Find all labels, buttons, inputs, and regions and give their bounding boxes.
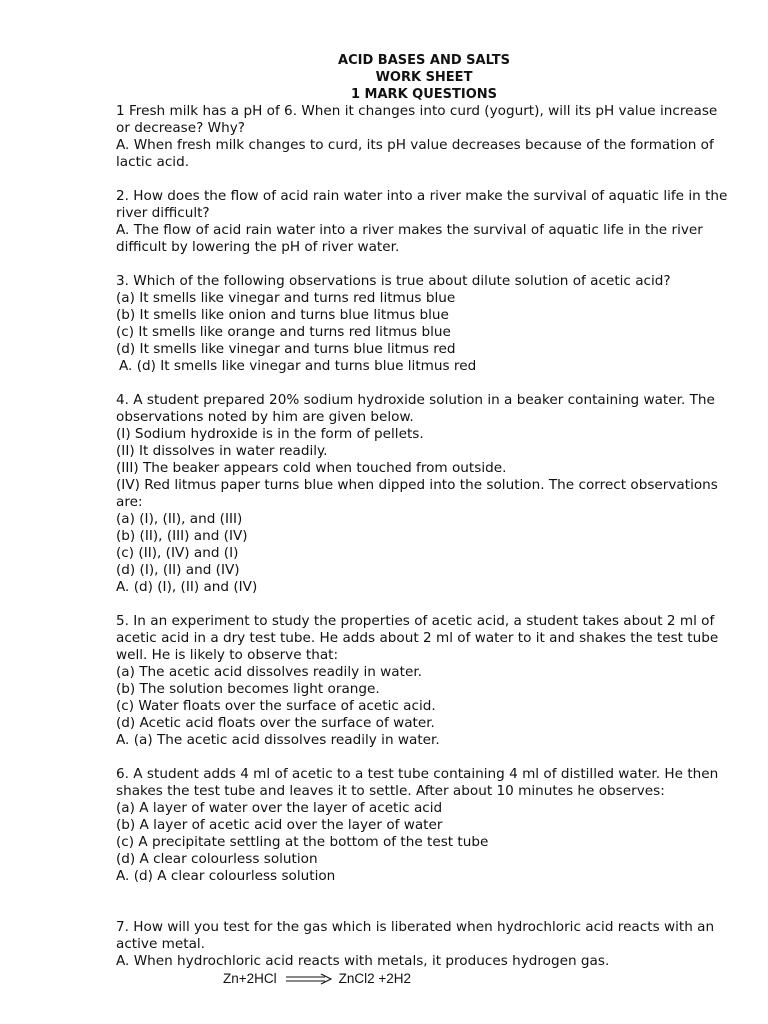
option-a: (a) The acetic acid dissolves readily in water. [116, 664, 422, 680]
answer-text: A. When fresh milk changes to curd, its pH value decreases because of the formation of lactic acid. [116, 137, 714, 170]
worksheet-page [116, 52, 732, 987]
worksheet-subtitle: WORK SHEET [375, 70, 473, 85]
answer-text: A. (a) The acetic acid dissolves readily in water. [116, 732, 440, 748]
statement-2: (II) It dissolves in water readily. [116, 443, 328, 459]
worksheet-title: ACID BASES AND SALTS [338, 53, 510, 68]
question-7 [116, 919, 732, 987]
option-d: (d) Acetic acid floats over the surface of water. [116, 715, 435, 731]
option-d: (d) A clear colourless solution [116, 851, 318, 867]
statement-1: (I) Sodium hydroxide is in the form of pellets. [116, 426, 424, 442]
worksheet-section-title: 1 MARK QUESTIONS [350, 87, 498, 102]
answer-text: A. (d) (I), (II) and (IV) [116, 579, 258, 595]
option-d: (d) It smells like vinegar and turns blue litmus red [116, 341, 456, 357]
question-text: 5. In an experiment to study the properties of acetic acid, a student takes about 2 ml of acetic acid in a dry test tube. He adds about 2 ml of water to it and shakes the test tube well. He is likely to observe that: [116, 613, 719, 663]
option-a: (a) (I), (II), and (III) [116, 511, 243, 527]
question-text: 4. A student prepared 20% sodium hydroxide solution in a beaker containing water. The observations noted by him are given below. [116, 392, 715, 425]
option-b: (b) It smells like onion and turns blue litmus blue [116, 307, 449, 323]
option-c: (c) It smells like orange and turns red litmus blue [116, 324, 451, 340]
option-c: (c) Water floats over the surface of acetic acid. [116, 698, 436, 714]
question-text: 6. A student adds 4 ml of acetic to a test tube containing 4 ml of distilled water. He then shakes the test tube and leaves it to settle. After about 10 minutes he observes: [116, 766, 719, 799]
reaction-arrow-icon [285, 973, 333, 985]
question-3 [116, 273, 732, 375]
option-c: (c) A precipitate settling at the bottom of the test tube [116, 834, 489, 850]
option-c: (c) (II), (IV) and (I) [116, 545, 239, 561]
statement-4: (IV) Red litmus paper turns blue when dipped into the solution. The correct observations are: [116, 477, 718, 510]
statement-3: (III) The beaker appears cold when touched from outside. [116, 460, 507, 476]
option-b: (b) The solution becomes light orange. [116, 681, 380, 697]
question-text: 3. Which of the following observations is true about dilute solution of acetic acid? [116, 273, 671, 289]
option-a: (a) It smells like vinegar and turns red litmus blue [116, 290, 456, 306]
answer-text: A. When hydrochloric acid reacts with metals, it produces hydrogen gas. [116, 953, 610, 969]
equation-reactants: Zn+2HCl [223, 971, 277, 986]
question-5 [116, 613, 732, 749]
question-1 [116, 103, 732, 171]
question-text: 1 Fresh milk has a pH of 6. When it changes into curd (yogurt), will its pH value increase or decrease? Why? [116, 103, 718, 136]
option-a: (a) A layer of water over the layer of acetic acid [116, 800, 443, 816]
answer-text: A. (d) It smells like vinegar and turns blue litmus red [119, 358, 477, 374]
question-4 [116, 392, 732, 596]
answer-text: A. (d) A clear colourless solution [116, 868, 336, 884]
option-d: (d) (I), (II) and (IV) [116, 562, 240, 578]
question-6 [116, 766, 732, 885]
equation-products: ZnCl2 +2H2 [338, 971, 412, 986]
question-text: 7. How will you test for the gas which is liberated when hydrochloric acid reacts with an active metal. [116, 919, 715, 952]
option-b: (b) (II), (III) and (IV) [116, 528, 248, 544]
chemical-equation [223, 970, 732, 987]
question-2 [116, 188, 732, 256]
question-text: 2. How does the flow of acid rain water into a river make the survival of aquatic life in the river difficult? [116, 188, 728, 221]
worksheet-header [116, 52, 732, 103]
answer-text: A. The flow of acid rain water into a river makes the survival of aquatic life in the river difficult by lowering the pH of river water. [116, 222, 703, 255]
option-b: (b) A layer of acetic acid over the layer of water [116, 817, 443, 833]
